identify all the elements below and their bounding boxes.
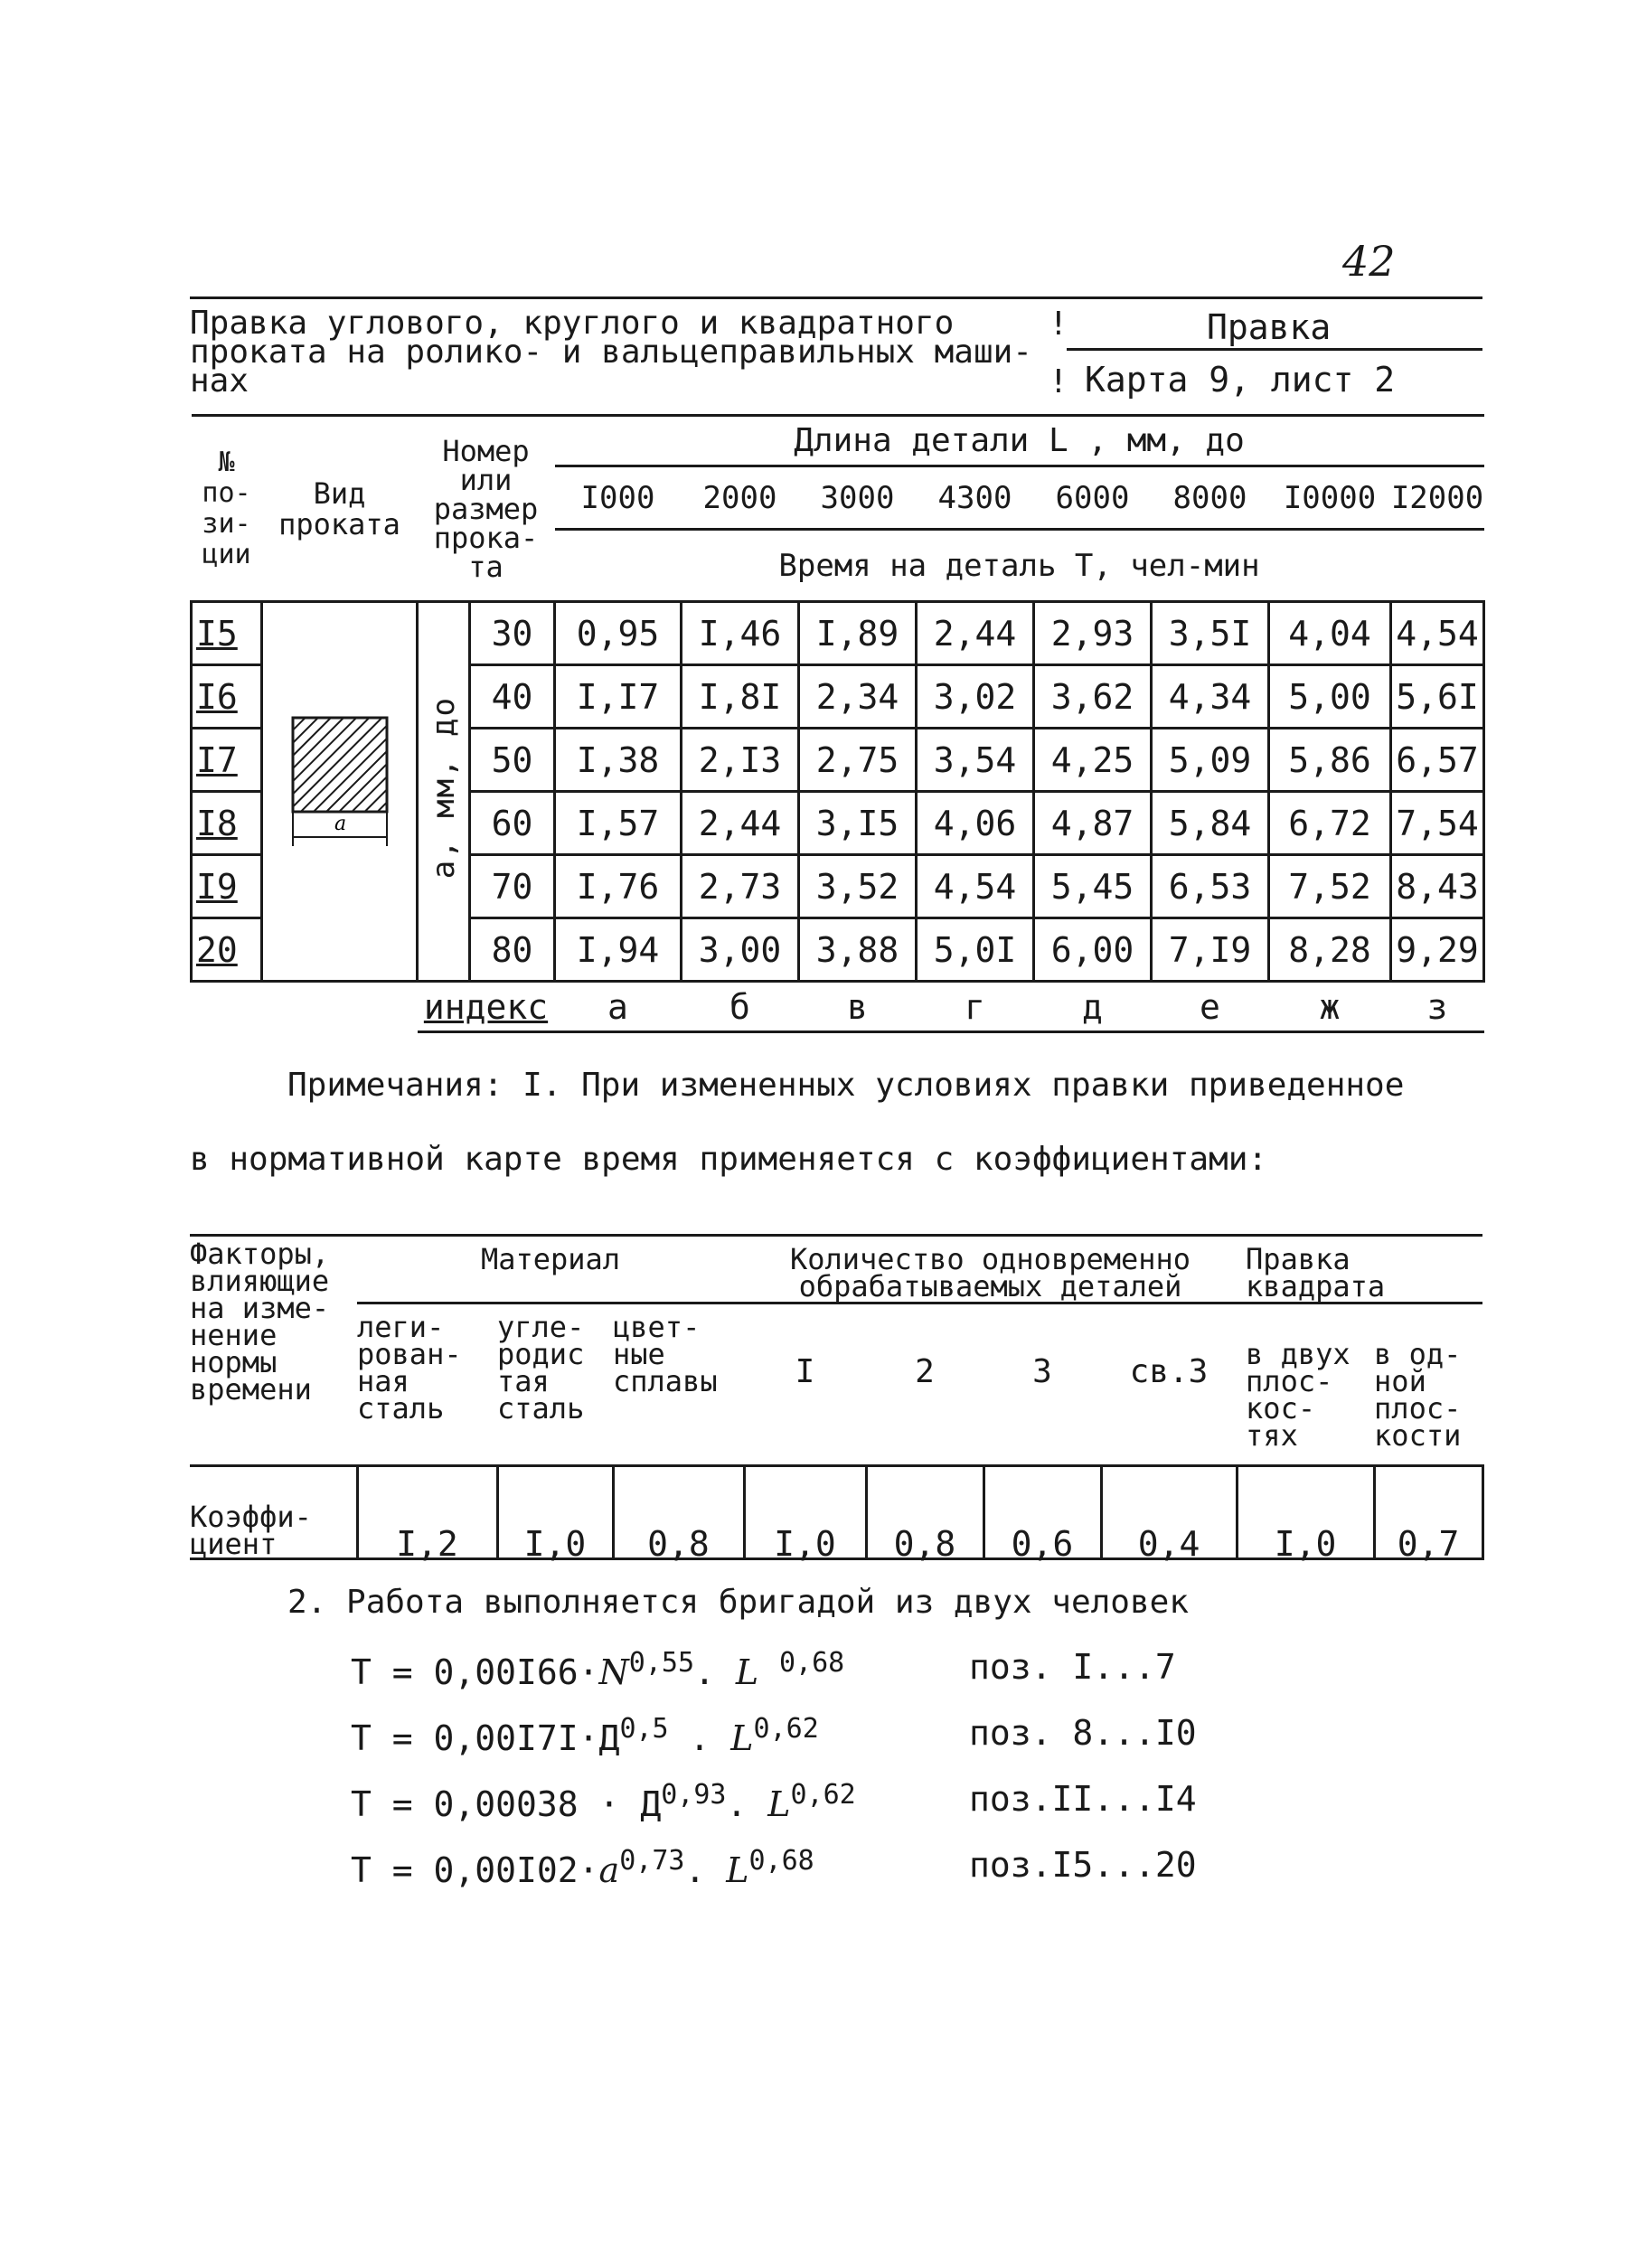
time-value: 3,54 — [917, 729, 1034, 792]
time-value: I,I7 — [555, 665, 682, 729]
formula: $T = 0,00I7I\cdot Д^{0,5}$ . L$^{0,62}$ — [351, 1713, 819, 1758]
time-value: 4,87 — [1034, 792, 1152, 855]
coefficient-value: I,2 — [357, 1466, 497, 1559]
coefficient-label: Коэффи- циент — [190, 1466, 357, 1559]
row-size: 40 — [470, 665, 555, 729]
header-separator: ! — [1049, 306, 1068, 343]
formula: $T = 0,00I66\cdot N^{0,55}$. L $^{0,68}$ — [351, 1647, 845, 1692]
length-value: 6000 — [1034, 466, 1152, 530]
length-value: 2000 — [682, 466, 799, 530]
page-number: 42 — [1342, 237, 1396, 286]
time-value: 5,00 — [1269, 665, 1391, 729]
note-1: Примечания: I. При измененных условиях правки приведенное — [287, 1067, 1405, 1104]
time-value: 6,00 — [1034, 918, 1152, 982]
length-value: I0000 — [1269, 466, 1391, 530]
time-value: 2,34 — [799, 665, 917, 729]
time-value: I,38 — [555, 729, 682, 792]
sub-header: леги- рован- ная сталь — [357, 1303, 497, 1466]
card-number: Карта 9, лист 2 — [1085, 360, 1396, 400]
time-value: 4,25 — [1034, 729, 1152, 792]
time-value: 6,57 — [1391, 729, 1484, 792]
header-section-rule — [1067, 348, 1482, 351]
row-pos: I8 — [192, 792, 262, 855]
time-value: 2,75 — [799, 729, 917, 792]
row-size: 60 — [470, 792, 555, 855]
sub-header: в од- ной плос- кости — [1374, 1303, 1482, 1466]
formula: $T = 0,00I02\cdot a^{0,73}$. L$^{0,68}$ — [351, 1845, 814, 1890]
row-size: 50 — [470, 729, 555, 792]
time-value: I,8I — [682, 665, 799, 729]
time-value: 3,52 — [799, 855, 917, 918]
row-pos: I7 — [192, 729, 262, 792]
section-label: Правка — [1207, 307, 1332, 347]
sub-header: в двух плос- кос- тях — [1237, 1303, 1374, 1466]
profile-sketch — [262, 602, 418, 982]
time-value: 7,I9 — [1152, 918, 1269, 982]
time-value: 5,84 — [1152, 792, 1269, 855]
time-value: 3,62 — [1034, 665, 1152, 729]
time-value: 8,43 — [1391, 855, 1484, 918]
time-value: I,89 — [799, 602, 917, 665]
time-value: 2,44 — [917, 602, 1034, 665]
index-label: индекс — [418, 982, 555, 1032]
col-header-kind: Вид проката — [262, 416, 418, 602]
row-size: 70 — [470, 855, 555, 918]
time-value: 3,88 — [799, 918, 917, 982]
col-header-pos: № по- зи- ции — [192, 416, 262, 602]
formula-positions: поз.I5...20 — [969, 1845, 1197, 1885]
coefficient-value: I,0 — [497, 1466, 613, 1559]
time-value: 5,6I — [1391, 665, 1484, 729]
time-value: 4,04 — [1269, 602, 1391, 665]
index-letter: б — [682, 982, 799, 1032]
factors-header: Факторы, влияющие на изме- нение нормы времени — [190, 1236, 357, 1466]
time-value: 2,73 — [682, 855, 799, 918]
time-value: 7,52 — [1269, 855, 1391, 918]
coefficient-value: 0,7 — [1374, 1466, 1482, 1559]
row-pos: I6 — [192, 665, 262, 729]
index-letter: е — [1152, 982, 1269, 1032]
index-letter: в — [799, 982, 917, 1032]
row-size: 80 — [470, 918, 555, 982]
sub-header: I — [744, 1303, 866, 1466]
time-value: I,76 — [555, 855, 682, 918]
time-header: Время на деталь Т, чел-мин — [555, 530, 1484, 602]
sub-header: цвет- ные сплавы — [613, 1303, 744, 1466]
coefficient-value: 0,6 — [983, 1466, 1101, 1559]
time-value: 4,54 — [1391, 602, 1484, 665]
time-value: 5,0I — [917, 918, 1034, 982]
note-2: 2. Работа выполняется бригадой из двух человек — [287, 1584, 1189, 1621]
time-norm-table — [190, 414, 1485, 1033]
time-value: 5,45 — [1034, 855, 1152, 918]
sub-header: 3 — [983, 1303, 1101, 1466]
coefficient-value: 0,4 — [1101, 1466, 1237, 1559]
sub-header: угле- родис тая сталь — [497, 1303, 613, 1466]
time-value: 3,I5 — [799, 792, 917, 855]
length-value: 3000 — [799, 466, 917, 530]
time-value: 2,I3 — [682, 729, 799, 792]
index-letter: а — [555, 982, 682, 1032]
time-value: I,94 — [555, 918, 682, 982]
index-letter: г — [917, 982, 1034, 1032]
length-value: 4300 — [917, 466, 1034, 530]
time-value: 3,00 — [682, 918, 799, 982]
col-header-size: Номер или размер прока- та — [418, 416, 555, 602]
time-value: 2,44 — [682, 792, 799, 855]
coefficient-table — [190, 1234, 1484, 1564]
size-axis-label: a, мм, до — [418, 602, 470, 982]
time-value: 6,53 — [1152, 855, 1269, 918]
header-top-rule — [190, 296, 1482, 299]
material-header: Материал — [357, 1236, 744, 1303]
formula-positions: поз. I...7 — [969, 1647, 1176, 1687]
card-title: Правка углового, круглого и квадратного проката на ролико- и вальцеправильных маши- нах — [190, 305, 1052, 400]
time-value: 5,86 — [1269, 729, 1391, 792]
quantity-header: Количество одновременно обрабатываемых деталей — [744, 1236, 1237, 1303]
index-letter: д — [1034, 982, 1152, 1032]
time-value: 4,34 — [1152, 665, 1269, 729]
time-value: 4,54 — [917, 855, 1034, 918]
coefficient-value: I,0 — [1237, 1466, 1374, 1559]
square-header: Правка квадрата — [1237, 1236, 1482, 1303]
time-value: I,46 — [682, 602, 799, 665]
row-pos: I9 — [192, 855, 262, 918]
time-value: 9,29 — [1391, 918, 1484, 982]
time-value: 6,72 — [1269, 792, 1391, 855]
time-value: 3,5I — [1152, 602, 1269, 665]
index-letter: з — [1391, 982, 1484, 1032]
row-pos: 20 — [192, 918, 262, 982]
coefficient-value: 0,8 — [613, 1466, 744, 1559]
length-header: Длина детали L , мм, до — [555, 416, 1484, 466]
formula: T = 0,00038 · Д$^{0,93}$. L$^{0,62}$ — [351, 1779, 856, 1824]
time-value: 8,28 — [1269, 918, 1391, 982]
square-bar-icon — [286, 711, 394, 864]
header-separator: ! — [1049, 363, 1068, 400]
coefficient-value: 0,8 — [866, 1466, 983, 1559]
formula-positions: поз. 8...I0 — [969, 1713, 1197, 1753]
time-value: I,57 — [555, 792, 682, 855]
sub-header: 2 — [866, 1303, 983, 1466]
length-value: 8000 — [1152, 466, 1269, 530]
time-value: 0,95 — [555, 602, 682, 665]
index-letter: ж — [1269, 982, 1391, 1032]
row-pos: I5 — [192, 602, 262, 665]
coefficient-value: I,0 — [744, 1466, 866, 1559]
sub-header: св.3 — [1101, 1303, 1237, 1466]
shape-dimension-label: a — [334, 813, 346, 835]
time-value: 5,09 — [1152, 729, 1269, 792]
time-value: 2,93 — [1034, 602, 1152, 665]
length-value: I000 — [555, 466, 682, 530]
length-value: I2000 — [1391, 466, 1484, 530]
formula-positions: поз.II...I4 — [969, 1779, 1197, 1819]
note-1-continued: в нормативной карте время применяется с коэффициентами: — [190, 1141, 1268, 1178]
time-value: 7,54 — [1391, 792, 1484, 855]
time-value: 4,06 — [917, 792, 1034, 855]
time-value: 3,02 — [917, 665, 1034, 729]
row-size: 30 — [470, 602, 555, 665]
